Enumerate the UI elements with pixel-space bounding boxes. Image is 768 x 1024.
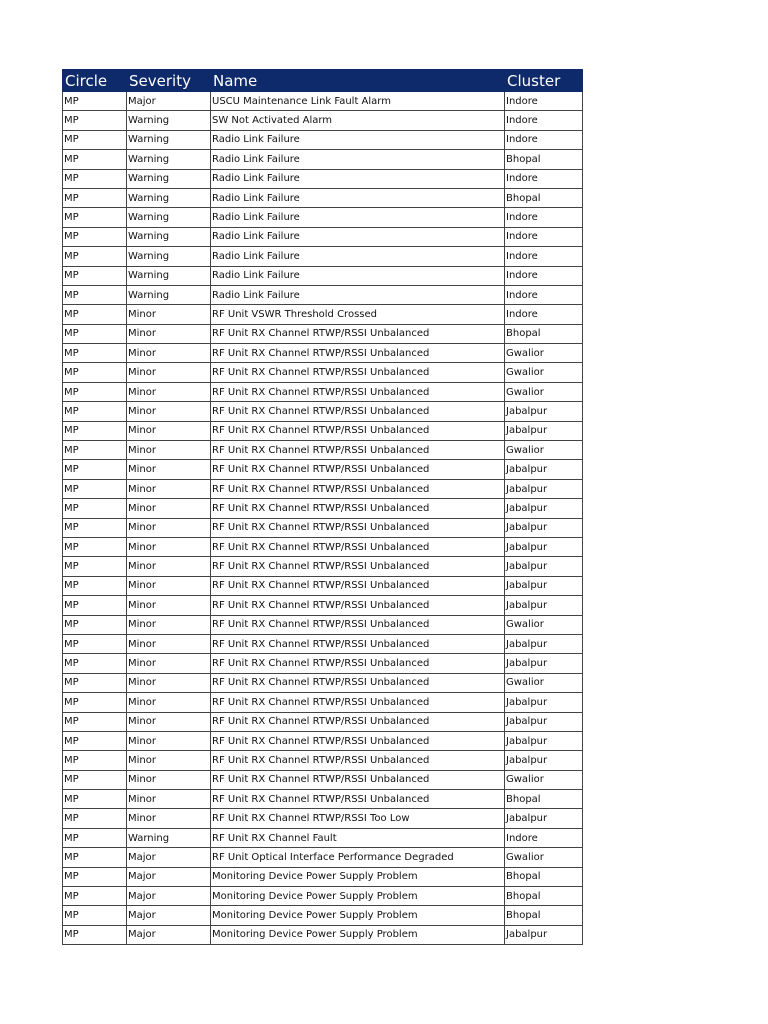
cell-severity: Warning — [127, 188, 211, 207]
cell-severity: Warning — [127, 150, 211, 169]
cell-severity: Minor — [127, 324, 211, 343]
cell-cluster: Gwalior — [505, 344, 583, 363]
cell-circle: MP — [63, 382, 127, 401]
table-row — [63, 576, 583, 595]
cell-circle: MP — [63, 169, 127, 188]
cell-name: RF Unit RX Channel RTWP/RSSI Unbalanced — [211, 402, 505, 421]
cell-cluster: Indore — [505, 305, 583, 324]
cell-cluster: Indore — [505, 285, 583, 304]
table-row — [63, 518, 583, 537]
cell-name: RF Unit RX Channel RTWP/RSSI Unbalanced — [211, 324, 505, 343]
table-row — [63, 596, 583, 615]
cell-name: Radio Link Failure — [211, 285, 505, 304]
cell-cluster: Jabalpur — [505, 634, 583, 653]
table-row — [63, 809, 583, 828]
cell-name: Radio Link Failure — [211, 169, 505, 188]
table-row — [63, 285, 583, 304]
cell-name: RF Unit VSWR Threshold Crossed — [211, 305, 505, 324]
cell-circle: MP — [63, 867, 127, 886]
cell-severity: Minor — [127, 441, 211, 460]
cell-name: RF Unit RX Channel RTWP/RSSI Unbalanced — [211, 344, 505, 363]
table-header — [63, 70, 583, 92]
cell-severity: Minor — [127, 421, 211, 440]
column-header-severity: Severity — [127, 70, 211, 92]
cell-name: Monitoring Device Power Supply Problem — [211, 925, 505, 944]
table-row — [63, 363, 583, 382]
cell-name: Radio Link Failure — [211, 247, 505, 266]
cell-name: RF Unit RX Channel RTWP/RSSI Unbalanced — [211, 557, 505, 576]
cell-circle: MP — [63, 906, 127, 925]
cell-severity: Major — [127, 887, 211, 906]
table-row — [63, 169, 583, 188]
cell-circle: MP — [63, 712, 127, 731]
cell-cluster: Gwalior — [505, 615, 583, 634]
cell-cluster: Gwalior — [505, 673, 583, 692]
cell-severity: Warning — [127, 266, 211, 285]
header-row — [63, 70, 583, 92]
cell-cluster: Indore — [505, 111, 583, 130]
cell-circle: MP — [63, 227, 127, 246]
table-row — [63, 654, 583, 673]
cell-cluster: Jabalpur — [505, 751, 583, 770]
cell-name: RF Unit RX Channel RTWP/RSSI Unbalanced — [211, 751, 505, 770]
cell-circle: MP — [63, 537, 127, 556]
table-row — [63, 111, 583, 130]
cell-circle: MP — [63, 557, 127, 576]
cell-severity: Minor — [127, 654, 211, 673]
cell-cluster: Jabalpur — [505, 479, 583, 498]
cell-cluster: Indore — [505, 169, 583, 188]
cell-cluster: Jabalpur — [505, 809, 583, 828]
table-row — [63, 887, 583, 906]
cell-cluster: Indore — [505, 266, 583, 285]
table-row — [63, 557, 583, 576]
cell-severity: Major — [127, 867, 211, 886]
table-row — [63, 770, 583, 789]
cell-cluster: Jabalpur — [505, 537, 583, 556]
cell-circle: MP — [63, 576, 127, 595]
cell-severity: Minor — [127, 576, 211, 595]
cell-circle: MP — [63, 693, 127, 712]
cell-name: RF Unit RX Channel RTWP/RSSI Unbalanced — [211, 693, 505, 712]
cell-severity: Minor — [127, 809, 211, 828]
cell-severity: Warning — [127, 111, 211, 130]
cell-severity: Minor — [127, 305, 211, 324]
column-header-circle: Circle — [63, 70, 127, 92]
cell-cluster: Gwalior — [505, 770, 583, 789]
cell-circle: MP — [63, 460, 127, 479]
cell-cluster: Jabalpur — [505, 402, 583, 421]
table-row — [63, 441, 583, 460]
cell-severity: Minor — [127, 344, 211, 363]
cell-name: RF Unit RX Channel RTWP/RSSI Unbalanced — [211, 731, 505, 750]
cell-cluster: Bhopal — [505, 867, 583, 886]
cell-severity: Minor — [127, 460, 211, 479]
cell-name: RF Unit RX Channel RTWP/RSSI Unbalanced — [211, 596, 505, 615]
table-row — [63, 906, 583, 925]
cell-circle: MP — [63, 266, 127, 285]
cell-circle: MP — [63, 673, 127, 692]
table-row — [63, 828, 583, 847]
cell-cluster: Gwalior — [505, 848, 583, 867]
cell-circle: MP — [63, 150, 127, 169]
cell-name: RF Unit RX Channel RTWP/RSSI Unbalanced — [211, 382, 505, 401]
cell-name: RF Unit RX Channel Fault — [211, 828, 505, 847]
cell-severity: Major — [127, 92, 211, 111]
table-row — [63, 848, 583, 867]
cell-name: RF Unit RX Channel RTWP/RSSI Unbalanced — [211, 770, 505, 789]
cell-circle: MP — [63, 848, 127, 867]
cell-name: Radio Link Failure — [211, 130, 505, 149]
table-row — [63, 479, 583, 498]
table-row — [63, 92, 583, 111]
cell-cluster: Gwalior — [505, 382, 583, 401]
cell-name: USCU Maintenance Link Fault Alarm — [211, 92, 505, 111]
cell-name: RF Unit RX Channel RTWP/RSSI Too Low — [211, 809, 505, 828]
table-row — [63, 150, 583, 169]
table-row — [63, 790, 583, 809]
cell-severity: Minor — [127, 790, 211, 809]
cell-severity: Minor — [127, 596, 211, 615]
cell-circle: MP — [63, 828, 127, 847]
cell-name: RF Unit RX Channel RTWP/RSSI Unbalanced — [211, 499, 505, 518]
cell-name: RF Unit RX Channel RTWP/RSSI Unbalanced — [211, 460, 505, 479]
cell-name: RF Unit Optical Interface Performance Degraded — [211, 848, 505, 867]
cell-circle: MP — [63, 208, 127, 227]
cell-severity: Warning — [127, 130, 211, 149]
cell-circle: MP — [63, 111, 127, 130]
cell-severity: Warning — [127, 208, 211, 227]
cell-circle: MP — [63, 285, 127, 304]
cell-name: RF Unit RX Channel RTWP/RSSI Unbalanced — [211, 634, 505, 653]
table-row — [63, 421, 583, 440]
cell-severity: Warning — [127, 828, 211, 847]
cell-cluster: Jabalpur — [505, 596, 583, 615]
cell-cluster: Jabalpur — [505, 712, 583, 731]
cell-severity: Warning — [127, 227, 211, 246]
cell-circle: MP — [63, 790, 127, 809]
table-row — [63, 693, 583, 712]
table-row — [63, 227, 583, 246]
cell-name: RF Unit RX Channel RTWP/RSSI Unbalanced — [211, 518, 505, 537]
column-header-name: Name — [211, 70, 505, 92]
cell-name: Monitoring Device Power Supply Problem — [211, 867, 505, 886]
cell-name: Radio Link Failure — [211, 150, 505, 169]
table-row — [63, 537, 583, 556]
cell-cluster: Jabalpur — [505, 499, 583, 518]
table-row — [63, 402, 583, 421]
cell-cluster: Indore — [505, 828, 583, 847]
table-row — [63, 673, 583, 692]
cell-severity: Minor — [127, 499, 211, 518]
cell-circle: MP — [63, 344, 127, 363]
cell-severity: Minor — [127, 382, 211, 401]
cell-cluster: Bhopal — [505, 150, 583, 169]
cell-circle: MP — [63, 402, 127, 421]
cell-severity: Minor — [127, 751, 211, 770]
cell-name: RF Unit RX Channel RTWP/RSSI Unbalanced — [211, 673, 505, 692]
cell-name: Radio Link Failure — [211, 266, 505, 285]
cell-cluster: Gwalior — [505, 363, 583, 382]
cell-severity: Major — [127, 925, 211, 944]
cell-cluster: Bhopal — [505, 790, 583, 809]
cell-circle: MP — [63, 654, 127, 673]
cell-cluster: Jabalpur — [505, 557, 583, 576]
cell-circle: MP — [63, 305, 127, 324]
cell-severity: Major — [127, 848, 211, 867]
cell-severity: Minor — [127, 402, 211, 421]
cell-severity: Major — [127, 906, 211, 925]
table-row — [63, 247, 583, 266]
cell-circle: MP — [63, 92, 127, 111]
alarm-table — [62, 69, 583, 945]
cell-name: RF Unit RX Channel RTWP/RSSI Unbalanced — [211, 576, 505, 595]
table-row — [63, 712, 583, 731]
cell-severity: Warning — [127, 247, 211, 266]
cell-severity: Minor — [127, 479, 211, 498]
cell-name: RF Unit RX Channel RTWP/RSSI Unbalanced — [211, 363, 505, 382]
cell-cluster: Jabalpur — [505, 518, 583, 537]
table-row — [63, 208, 583, 227]
cell-severity: Warning — [127, 285, 211, 304]
cell-severity: Minor — [127, 770, 211, 789]
cell-cluster: Gwalior — [505, 441, 583, 460]
cell-circle: MP — [63, 499, 127, 518]
table-row — [63, 382, 583, 401]
cell-name: RF Unit RX Channel RTWP/RSSI Unbalanced — [211, 537, 505, 556]
table-row — [63, 615, 583, 634]
cell-cluster: Indore — [505, 208, 583, 227]
cell-name: Monitoring Device Power Supply Problem — [211, 887, 505, 906]
cell-cluster: Jabalpur — [505, 421, 583, 440]
cell-circle: MP — [63, 324, 127, 343]
table-row — [63, 188, 583, 207]
table-row — [63, 499, 583, 518]
cell-name: Radio Link Failure — [211, 188, 505, 207]
table-row — [63, 324, 583, 343]
cell-circle: MP — [63, 596, 127, 615]
cell-cluster: Jabalpur — [505, 693, 583, 712]
cell-name: Monitoring Device Power Supply Problem — [211, 906, 505, 925]
table-row — [63, 867, 583, 886]
alarm-table-container — [62, 69, 582, 945]
cell-circle: MP — [63, 130, 127, 149]
cell-name: RF Unit RX Channel RTWP/RSSI Unbalanced — [211, 712, 505, 731]
cell-name: RF Unit RX Channel RTWP/RSSI Unbalanced — [211, 441, 505, 460]
cell-severity: Minor — [127, 673, 211, 692]
cell-circle: MP — [63, 479, 127, 498]
cell-cluster: Indore — [505, 92, 583, 111]
column-header-cluster: Cluster — [505, 70, 583, 92]
cell-severity: Minor — [127, 518, 211, 537]
cell-circle: MP — [63, 809, 127, 828]
cell-cluster: Jabalpur — [505, 731, 583, 750]
cell-severity: Minor — [127, 363, 211, 382]
cell-cluster: Jabalpur — [505, 925, 583, 944]
cell-circle: MP — [63, 363, 127, 382]
cell-name: SW Not Activated Alarm — [211, 111, 505, 130]
table-row — [63, 305, 583, 324]
table-body — [63, 92, 583, 945]
cell-cluster: Jabalpur — [505, 576, 583, 595]
table-row — [63, 344, 583, 363]
cell-circle: MP — [63, 925, 127, 944]
cell-cluster: Bhopal — [505, 906, 583, 925]
cell-circle: MP — [63, 731, 127, 750]
cell-severity: Minor — [127, 693, 211, 712]
cell-circle: MP — [63, 751, 127, 770]
cell-circle: MP — [63, 770, 127, 789]
table-row — [63, 130, 583, 149]
table-row — [63, 731, 583, 750]
cell-name: RF Unit RX Channel RTWP/RSSI Unbalanced — [211, 654, 505, 673]
cell-circle: MP — [63, 634, 127, 653]
cell-cluster: Bhopal — [505, 188, 583, 207]
cell-severity: Minor — [127, 634, 211, 653]
table-row — [63, 460, 583, 479]
cell-name: Radio Link Failure — [211, 227, 505, 246]
cell-severity: Minor — [127, 557, 211, 576]
cell-name: RF Unit RX Channel RTWP/RSSI Unbalanced — [211, 615, 505, 634]
cell-circle: MP — [63, 615, 127, 634]
table-row — [63, 925, 583, 944]
cell-cluster: Indore — [505, 247, 583, 266]
cell-cluster: Jabalpur — [505, 460, 583, 479]
cell-circle: MP — [63, 441, 127, 460]
cell-severity: Warning — [127, 169, 211, 188]
cell-circle: MP — [63, 421, 127, 440]
cell-severity: Minor — [127, 537, 211, 556]
cell-circle: MP — [63, 887, 127, 906]
cell-name: Radio Link Failure — [211, 208, 505, 227]
cell-severity: Minor — [127, 615, 211, 634]
cell-circle: MP — [63, 188, 127, 207]
cell-name: RF Unit RX Channel RTWP/RSSI Unbalanced — [211, 790, 505, 809]
cell-name: RF Unit RX Channel RTWP/RSSI Unbalanced — [211, 421, 505, 440]
cell-circle: MP — [63, 247, 127, 266]
cell-circle: MP — [63, 518, 127, 537]
cell-cluster: Bhopal — [505, 324, 583, 343]
cell-cluster: Indore — [505, 227, 583, 246]
table-row — [63, 266, 583, 285]
table-row — [63, 751, 583, 770]
cell-cluster: Indore — [505, 130, 583, 149]
cell-cluster: Bhopal — [505, 887, 583, 906]
cell-name: RF Unit RX Channel RTWP/RSSI Unbalanced — [211, 479, 505, 498]
table-row — [63, 634, 583, 653]
cell-severity: Minor — [127, 712, 211, 731]
cell-severity: Minor — [127, 731, 211, 750]
cell-cluster: Jabalpur — [505, 654, 583, 673]
